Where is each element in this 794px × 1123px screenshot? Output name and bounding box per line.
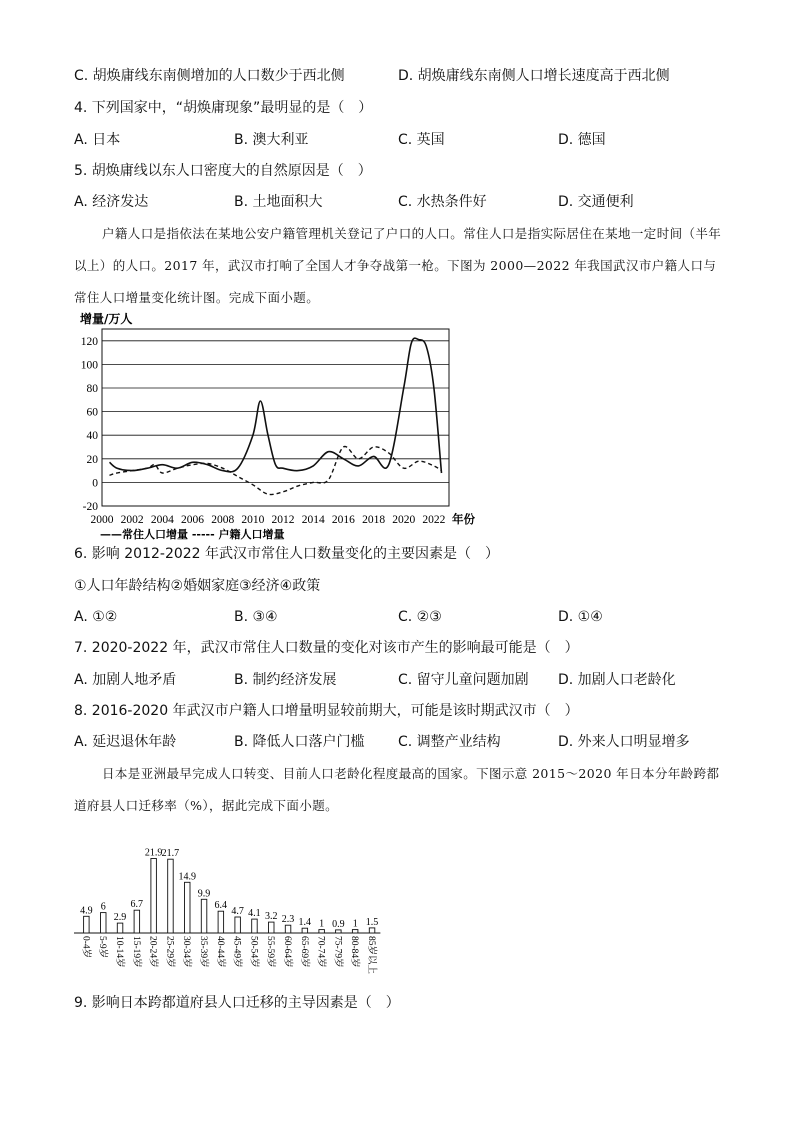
bar	[117, 923, 123, 933]
q8-option-b: B. 降低人口落户门槛	[234, 734, 365, 750]
x-tick-label: 2014	[301, 514, 325, 526]
q4-stem: 4. 下列国家中，“胡焕庸现象”最明显的是（ ）	[74, 100, 373, 116]
bar-value-label: 4.9	[80, 905, 93, 917]
bar	[218, 911, 224, 933]
bar	[302, 928, 308, 933]
bar	[201, 899, 207, 933]
q6-choices: ①人口年龄结构②婚姻家庭③经济④政策	[74, 578, 321, 594]
q7-option-b: B. 制约经济发展	[234, 672, 337, 688]
x-tick-label: 2012	[271, 514, 295, 526]
bar	[252, 919, 258, 933]
x-axis-unit: 年份	[452, 512, 475, 526]
category-label: 20-24岁	[147, 936, 158, 968]
wuhan-population-increment-chart	[62, 308, 502, 544]
resident-population-line	[110, 338, 442, 473]
x-tick-label: 2006	[181, 514, 205, 526]
bar	[269, 922, 275, 933]
bar	[101, 913, 107, 933]
bar-value-label: 6	[100, 901, 106, 913]
q5-stem: 5. 胡焕庸线以东人口密度大的自然原因是（ ）	[74, 163, 372, 179]
passage-household-population: 户籍人口是指依法在某地公安户籍管理机关登记了户口的人口。常住人口是指实际居住在某地一定时间（半年以上）的人口。2017 年，武汉市打响了全国人才争夺战第一枪。下图为 2000—2022 年我国武汉市户籍人口与常住人口增量变化统计图。完成下面小题。	[74, 226, 722, 305]
y-tick-label: 120	[80, 335, 98, 348]
q4-option-d: D. 德国	[558, 132, 606, 148]
bar-value-label: 21.9	[144, 847, 163, 859]
bar	[352, 930, 358, 933]
q5-option-d: D. 交通便利	[558, 194, 634, 210]
bar	[336, 930, 342, 933]
q9-stem: 9. 影响日本跨都道府县人口迁移的主导因素是（ ）	[74, 995, 400, 1011]
category-label: 10-14岁	[114, 936, 124, 968]
y-tick-label: 0	[92, 477, 98, 490]
category-label: 75-79岁	[332, 936, 343, 968]
q4-option-b: B. 澳大利亚	[234, 132, 309, 148]
q6-stem: 6. 影响 2012-2022 年武汉市常住人口数量变化的主要因素是（ ）	[74, 546, 500, 562]
x-tick-label: 2002	[120, 514, 144, 526]
bar-value-label: 1	[352, 918, 358, 930]
y-axis-label: 增量/万人	[80, 312, 133, 326]
x-tick-label: 2000	[90, 514, 114, 526]
bar-value-label: 3.2	[264, 911, 278, 923]
category-label: 40-44岁	[214, 936, 225, 968]
x-tick-label: 2004	[150, 514, 174, 526]
plot-frame	[102, 329, 449, 506]
bar	[168, 859, 174, 933]
category-label: 30-34岁	[181, 936, 192, 968]
y-tick-label: 80	[86, 383, 98, 395]
q8-option-c: C. 调整产业结构	[398, 734, 501, 750]
bar	[319, 930, 325, 933]
bar-value-label: 1	[319, 918, 325, 930]
q6-option-d: D. ①④	[558, 609, 603, 625]
bar-value-label: 2.9	[113, 912, 127, 924]
x-tick-label: 2022	[422, 514, 446, 526]
q6-option-c: C. ②③	[398, 609, 442, 625]
bar-value-label: 2.3	[281, 914, 295, 926]
category-label: 55-59岁	[265, 936, 276, 968]
bar-value-label: 6.4	[214, 900, 228, 912]
category-label: 65-69岁	[298, 936, 309, 968]
q7-stem: 7. 2020-2022 年，武汉市常住人口数量的变化对该市产生的影响最可能是（ ）	[74, 640, 579, 656]
category-label: 0-4岁	[80, 936, 91, 959]
x-tick-label: 2020	[392, 514, 416, 526]
category-label: 50-54岁	[248, 936, 259, 968]
category-label: 70-74岁	[315, 936, 326, 968]
bar-value-label: 0.9	[332, 918, 345, 930]
category-label: 5-9岁	[97, 936, 108, 959]
q5-option-c: C. 水热条件好	[398, 194, 487, 210]
bar	[285, 925, 291, 933]
x-tick-label: 2018	[362, 514, 386, 526]
y-tick-label: -20	[82, 501, 98, 513]
y-tick-label: 60	[86, 406, 98, 419]
q3-option-c: C. 胡焕庸线东南侧增加的人口数少于西北侧	[74, 68, 345, 84]
category-label: 80-84岁	[349, 936, 360, 968]
bar-value-label: 1.5	[365, 916, 379, 928]
chart-legend: ——常住人口增量 ----- 户籍人口增量	[100, 528, 285, 541]
bar	[235, 917, 241, 933]
y-tick-label: 40	[86, 430, 98, 443]
bar	[151, 859, 157, 934]
category-label: 85岁以上	[366, 936, 376, 975]
q7-option-d: D. 加剧人口老龄化	[558, 672, 676, 688]
x-tick-label: 2016	[331, 514, 355, 526]
bar-value-label: 4.1	[248, 908, 261, 920]
q5-option-a: A. 经济发达	[74, 194, 149, 210]
category-label: 15-19岁	[130, 936, 141, 968]
q8-option-a: A. 延迟退休年龄	[74, 734, 177, 750]
category-label: 60-64岁	[282, 936, 292, 968]
q4-option-a: A. 日本	[74, 132, 121, 148]
q8-option-d: D. 外来人口明显增多	[558, 734, 690, 750]
bar-value-label: 4.7	[231, 906, 244, 917]
q7-option-c: C. 留守儿童问题加剧	[398, 672, 529, 688]
category-label: 45-49岁	[231, 936, 242, 968]
x-tick-label: 2008	[211, 514, 235, 526]
bar-value-label: 14.9	[178, 871, 196, 883]
y-tick-label: 20	[86, 453, 98, 466]
bar-value-label: 9.9	[197, 888, 211, 900]
bar	[369, 928, 375, 933]
q4-option-c: C. 英国	[398, 132, 445, 148]
x-tick-label: 2010	[241, 514, 265, 526]
bar-value-label: 6.7	[130, 899, 144, 911]
category-label: 35-39岁	[198, 936, 208, 968]
category-label: 25-29岁	[164, 936, 175, 968]
bar	[185, 882, 191, 933]
q7-option-a: A. 加剧人地矛盾	[74, 672, 177, 688]
bar	[134, 910, 140, 933]
bar-value-label: 21.7	[161, 848, 180, 860]
q6-option-b: B. ③④	[234, 609, 278, 625]
q5-option-b: B. 土地面积大	[234, 194, 323, 210]
y-tick-label: 100	[80, 359, 98, 372]
passage-japan-migration: 日本是亚洲最早完成人口转变、目前人口老龄化程度最高的国家。下图示意 2015～2020 年日本分年龄跨都道府县人口迁移率（%），据此完成下面小题。	[74, 766, 720, 813]
q3-option-d: D. 胡焕庸线东南侧人口增长速度高于西北侧	[398, 68, 670, 84]
q6-option-a: A. ①②	[74, 609, 118, 625]
q8-stem: 8. 2016-2020 年武汉市户籍人口增量明显较前期大，可能是该时期武汉市（ ）	[74, 703, 579, 719]
bar	[84, 916, 90, 933]
bar-value-label: 1.4	[298, 917, 312, 929]
japan-migration-rate-chart	[70, 838, 390, 988]
